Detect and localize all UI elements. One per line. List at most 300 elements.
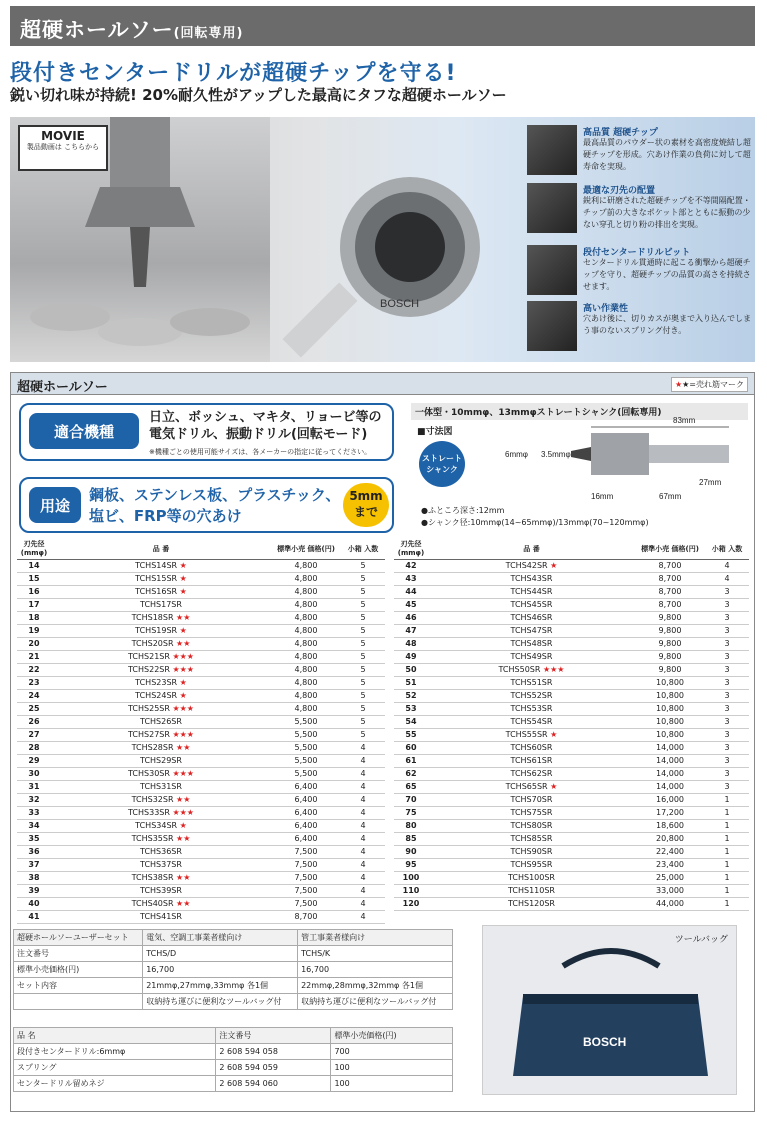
table-row	[17, 833, 385, 846]
table-row	[394, 573, 749, 586]
set-cell: 収納持ち運びに便利なツールバッグ付	[143, 994, 298, 1010]
table-cell: 3	[705, 690, 749, 703]
bestseller-star-icon: ★★★	[169, 665, 194, 674]
table-cell: 8,700	[635, 560, 705, 573]
table-cell: 6,400	[271, 833, 341, 846]
table-row	[394, 560, 749, 573]
table-cell: 34	[17, 820, 51, 833]
table-cell: 4,800	[271, 560, 341, 573]
page-header	[10, 6, 755, 46]
carbide-tip-icon	[527, 125, 577, 175]
tool-bag-icon	[483, 926, 738, 1096]
table-cell: TCHS100SR	[428, 872, 635, 885]
dim-6: 6mmφ	[505, 450, 528, 459]
headline: 段付きセンタードリルが超硬チップを守る!	[10, 61, 457, 86]
spring-icon	[527, 301, 577, 351]
table-cell: 4	[341, 898, 385, 911]
table-cell: TCHS21SR ★★★	[51, 651, 271, 664]
table-cell: 15	[17, 573, 51, 586]
table-cell: 7,500	[271, 859, 341, 872]
table-row	[394, 833, 749, 846]
table-cell: 60	[394, 742, 428, 755]
table-row	[394, 872, 749, 885]
table-row	[17, 573, 385, 586]
table-cell: 3	[705, 651, 749, 664]
movie-caption: 製品動画は こちらから	[26, 143, 100, 151]
table-cell: 4	[705, 573, 749, 586]
thickness-badge	[343, 483, 389, 527]
feature-desc: 鋭利に研磨された超硬チップを不等間隔配置・チップ前の大きなポケット部とともに振動の少ない穿孔と切り粉の排出を実現。	[583, 196, 751, 229]
table-cell: 5	[341, 573, 385, 586]
table-row	[394, 859, 749, 872]
table-cell: 22,400	[635, 846, 705, 859]
table-cell: TCHS14SR ★	[51, 560, 271, 573]
table-cell: TCHS25SR ★★★	[51, 703, 271, 716]
column-header: 刃先径 (mmφ)	[17, 539, 51, 560]
table-cell: TCHS90SR	[428, 846, 635, 859]
table-cell: 6,400	[271, 807, 341, 820]
table-cell: 20	[17, 638, 51, 651]
straight-shank-badge: ストレート シャンク	[419, 441, 465, 487]
table-cell: 1	[705, 846, 749, 859]
parts-header: 注文番号	[216, 1028, 331, 1044]
table-cell: 62	[394, 768, 428, 781]
blade-layout-icon	[527, 183, 577, 233]
spec-table-right	[394, 539, 749, 911]
table-cell: 1	[705, 859, 749, 872]
table-row	[17, 716, 385, 729]
parts-header: 品 名	[14, 1028, 216, 1044]
table-cell: 14,000	[635, 742, 705, 755]
table-cell: 61	[394, 755, 428, 768]
table-row	[394, 885, 749, 898]
dimension-drawing	[411, 403, 748, 531]
table-cell: 33,000	[635, 885, 705, 898]
table-cell: 14,000	[635, 768, 705, 781]
table-cell: 14	[17, 560, 51, 573]
parts-cell: センタードリル留めネジ	[14, 1076, 216, 1092]
table-cell: 3	[705, 625, 749, 638]
table-cell: TCHS39SR	[51, 885, 271, 898]
table-row	[17, 911, 385, 924]
table-cell: 35	[17, 833, 51, 846]
set-header: 管工事業者様向け	[298, 930, 453, 946]
table-row	[394, 599, 749, 612]
table-cell: 53	[394, 703, 428, 716]
table-cell: 5	[341, 716, 385, 729]
bag-caption: ツールバッグ	[674, 935, 728, 945]
table-cell: TCHS40SR ★★	[51, 898, 271, 911]
table-cell: 4,800	[271, 612, 341, 625]
table-cell: 80	[394, 820, 428, 833]
table-row	[17, 755, 385, 768]
table-cell: TCHS110SR	[428, 885, 635, 898]
table-cell: 5	[341, 651, 385, 664]
bestseller-star-icon: ★★★	[169, 730, 194, 739]
table-cell: 55	[394, 729, 428, 742]
table-row	[394, 742, 749, 755]
table-cell: 3	[705, 729, 749, 742]
table-cell: 1	[705, 820, 749, 833]
table-cell: 1	[705, 872, 749, 885]
set-cell: 21mmφ,27mmφ,33mmφ 各1個	[143, 978, 298, 994]
table-cell: 4	[341, 742, 385, 755]
table-cell: 4,800	[271, 625, 341, 638]
table-cell: 7,500	[271, 872, 341, 885]
dim-27: 27mm	[699, 478, 722, 487]
table-cell: 1	[705, 807, 749, 820]
table-cell: 65	[394, 781, 428, 794]
table-cell: 29	[17, 755, 51, 768]
bestseller-star-icon: ★★★	[540, 665, 565, 674]
section-title: 超硬ホールソー	[17, 380, 108, 395]
table-cell: 3	[705, 664, 749, 677]
table-cell: 47	[394, 625, 428, 638]
table-cell: 14,000	[635, 755, 705, 768]
table-row	[17, 586, 385, 599]
table-cell: TCHS45SR	[428, 599, 635, 612]
table-cell: 5	[341, 703, 385, 716]
table-cell: 16,000	[635, 794, 705, 807]
column-header: 小箱 入数	[705, 539, 749, 560]
table-cell: TCHS52SR	[428, 690, 635, 703]
badge-line-1: 5mm	[349, 489, 383, 503]
table-cell: TCHS49SR	[428, 651, 635, 664]
table-cell: TCHS60SR	[428, 742, 635, 755]
column-header: 品 番	[51, 539, 271, 560]
compat-note: ※機種ごとの使用可能サイズは、各メーカーの指定に従ってください。	[149, 448, 372, 456]
page-title: 超硬ホールソー	[20, 18, 174, 42]
table-cell: TCHS33SR ★★★	[51, 807, 271, 820]
dim-sub: ■寸法図	[417, 427, 453, 437]
table-cell: 21	[17, 651, 51, 664]
feature-title: 段付センタードリルビット	[583, 248, 691, 258]
movie-label: MOVIE	[41, 129, 85, 143]
bestseller-star-icon: ★★★	[169, 769, 194, 778]
table-cell: 4	[341, 885, 385, 898]
table-cell: TCHS42SR ★	[428, 560, 635, 573]
table-cell: 4,800	[271, 664, 341, 677]
table-cell: 4,800	[271, 651, 341, 664]
table-cell: TCHS15SR ★	[51, 573, 271, 586]
table-row	[17, 898, 385, 911]
table-cell: 6,400	[271, 794, 341, 807]
table-cell: TCHS61SR	[428, 755, 635, 768]
table-cell: TCHS65SR ★	[428, 781, 635, 794]
table-cell: TCHS26SR	[51, 716, 271, 729]
table-cell: 28	[17, 742, 51, 755]
table-cell: 25,000	[635, 872, 705, 885]
table-cell: 33	[17, 807, 51, 820]
table-cell: 4	[341, 781, 385, 794]
table-cell: 5	[341, 612, 385, 625]
table-cell: TCHS22SR ★★★	[51, 664, 271, 677]
table-cell: 4	[341, 911, 385, 924]
set-cell: 注文番号	[14, 946, 143, 962]
table-cell: 7,500	[271, 885, 341, 898]
table-cell: 4	[705, 560, 749, 573]
table-cell: 41	[17, 911, 51, 924]
table-row	[394, 898, 749, 911]
table-row	[394, 820, 749, 833]
table-cell: 3	[705, 703, 749, 716]
parts-table	[13, 1027, 453, 1092]
table-row	[17, 729, 385, 742]
table-row	[394, 612, 749, 625]
table-cell: 24	[17, 690, 51, 703]
dim-note-1: ●ふところ深さ:12mm	[421, 506, 505, 515]
dim-title: 一体型・10mmφ、13mmφストレートシャンク(回転専用)	[411, 403, 748, 420]
table-cell: 3	[705, 677, 749, 690]
bestseller-star-icon: ★	[547, 782, 558, 791]
table-cell: 120	[394, 898, 428, 911]
table-cell: TCHS23SR ★	[51, 677, 271, 690]
use-text-2: 塩ビ、FRP等の穴あけ	[89, 507, 242, 525]
table-cell: 3	[705, 586, 749, 599]
table-row	[394, 677, 749, 690]
mark-text: ★=売れ筋マーク	[682, 380, 744, 389]
compatible-models	[19, 403, 394, 461]
bestseller-star-icon: ★	[177, 626, 187, 635]
table-cell: 46	[394, 612, 428, 625]
table-row	[17, 885, 385, 898]
table-cell: 4	[341, 872, 385, 885]
parts-cell: 100	[331, 1076, 453, 1092]
table-cell: 7,500	[271, 846, 341, 859]
bestseller-star-icon: ★★	[173, 899, 191, 908]
table-row	[394, 638, 749, 651]
table-cell: TCHS62SR	[428, 768, 635, 781]
table-cell: 8,700	[635, 599, 705, 612]
table-cell: TCHS18SR ★★	[51, 612, 271, 625]
table-cell: 51	[394, 677, 428, 690]
table-cell: 38	[17, 872, 51, 885]
bestseller-mark-legend: ★★=売れ筋マーク	[671, 377, 748, 392]
table-cell: TCHS85SR	[428, 833, 635, 846]
table-row	[17, 599, 385, 612]
table-cell: 3	[705, 781, 749, 794]
table-cell: 25	[17, 703, 51, 716]
parts-cell: 100	[331, 1060, 453, 1076]
badge-line-2: まで	[353, 505, 378, 519]
column-header: 刃先径 (mmφ)	[394, 539, 428, 560]
table-row	[394, 846, 749, 859]
table-cell: 43	[394, 573, 428, 586]
table-row	[17, 859, 385, 872]
use-text	[89, 485, 340, 527]
table-cell: 23,400	[635, 859, 705, 872]
table-cell: TCHS24SR ★	[51, 690, 271, 703]
table-cell: 5,500	[271, 716, 341, 729]
table-cell: 8,700	[271, 911, 341, 924]
product-photo-left	[10, 117, 270, 362]
holesaw-small-icon	[10, 117, 270, 362]
table-cell: 8,700	[635, 573, 705, 586]
table-cell: TCHS44SR	[428, 586, 635, 599]
table-row	[17, 690, 385, 703]
table-cell: 3	[705, 755, 749, 768]
table-row	[394, 664, 749, 677]
table-cell: 1	[705, 885, 749, 898]
table-cell: 17	[17, 599, 51, 612]
set-cell: セット内容	[14, 978, 143, 994]
table-cell: 4,800	[271, 690, 341, 703]
table-cell: 4,800	[271, 599, 341, 612]
table-row	[17, 846, 385, 859]
table-row	[17, 664, 385, 677]
table-cell: 90	[394, 846, 428, 859]
table-cell: 5	[341, 664, 385, 677]
bestseller-star-icon: ★★	[173, 639, 191, 648]
table-row	[17, 872, 385, 885]
table-row	[17, 638, 385, 651]
bestseller-star-icon: ★	[177, 821, 187, 830]
table-cell: TCHS35SR ★★	[51, 833, 271, 846]
table-cell: 26	[17, 716, 51, 729]
table-cell: 17,200	[635, 807, 705, 820]
center-drill-icon	[527, 245, 577, 295]
table-cell: 18	[17, 612, 51, 625]
table-cell: 10,800	[635, 716, 705, 729]
table-cell: 18,600	[635, 820, 705, 833]
table-cell: 5	[341, 586, 385, 599]
table-cell: 40	[17, 898, 51, 911]
table-cell: 3	[705, 638, 749, 651]
table-cell: 85	[394, 833, 428, 846]
table-row	[17, 794, 385, 807]
table-cell: 45	[394, 599, 428, 612]
column-header: 小箱 入数	[341, 539, 385, 560]
table-cell: 32	[17, 794, 51, 807]
set-cell	[14, 994, 143, 1010]
table-cell: TCHS95SR	[428, 859, 635, 872]
table-cell: 7,500	[271, 898, 341, 911]
table-row	[17, 677, 385, 690]
table-row	[17, 820, 385, 833]
feature-panel	[527, 125, 755, 357]
dim-83: 83mm	[673, 416, 696, 425]
table-cell: 5	[341, 560, 385, 573]
set-cell: 収納持ち運びに便利なツールバッグ付	[298, 994, 453, 1010]
table-cell: 20,800	[635, 833, 705, 846]
bestseller-star-icon: ★	[177, 574, 187, 583]
bestseller-star-icon: ★	[177, 691, 187, 700]
table-row	[394, 716, 749, 729]
spec-table-left	[17, 539, 385, 924]
table-cell: 4	[341, 859, 385, 872]
table-cell: 1	[705, 833, 749, 846]
table-cell: 23	[17, 677, 51, 690]
table-cell: 5,500	[271, 742, 341, 755]
table-row	[17, 625, 385, 638]
set-cell: TCHS/K	[298, 946, 453, 962]
table-cell: TCHS36SR	[51, 846, 271, 859]
table-cell: 14,000	[635, 781, 705, 794]
usage-box	[19, 477, 394, 533]
table-cell: 1	[705, 794, 749, 807]
table-cell: TCHS50SR ★★★	[428, 664, 635, 677]
table-cell: TCHS80SR	[428, 820, 635, 833]
table-cell: 4	[341, 768, 385, 781]
table-cell: 5	[341, 729, 385, 742]
table-cell: 5,500	[271, 755, 341, 768]
brand-engraving: BOSCH	[380, 298, 420, 310]
table-cell: 5	[341, 599, 385, 612]
table-row	[17, 703, 385, 716]
table-row	[394, 625, 749, 638]
parts-cell: 段付きセンタードリル:6mmφ	[14, 1044, 216, 1060]
table-cell: 4,800	[271, 573, 341, 586]
table-cell: 95	[394, 859, 428, 872]
table-row	[394, 781, 749, 794]
table-row	[394, 755, 749, 768]
parts-cell: 2 608 594 058	[216, 1044, 331, 1060]
table-cell: 27	[17, 729, 51, 742]
table-row	[17, 742, 385, 755]
table-row	[394, 651, 749, 664]
parts-cell: 2 608 594 060	[216, 1076, 331, 1092]
table-cell: 4,800	[271, 703, 341, 716]
table-row	[394, 794, 749, 807]
feature-title: 最適な刃先の配置	[583, 186, 656, 196]
set-header: 超硬ホールソーユーザーセット	[14, 930, 143, 946]
table-cell: 19	[17, 625, 51, 638]
table-cell: TCHS54SR	[428, 716, 635, 729]
table-cell: 100	[394, 872, 428, 885]
table-row	[17, 560, 385, 573]
table-cell: 48	[394, 638, 428, 651]
dim-note-2: ●シャンク径:10mmφ(14~65mmφ)/13mmφ(70~120mmφ)	[421, 518, 649, 527]
table-cell: 44	[394, 586, 428, 599]
compat-label: 適合機種	[29, 413, 139, 449]
set-header: 電気、空調工事業者様向け	[143, 930, 298, 946]
parts-cell: 700	[331, 1044, 453, 1060]
compat-text-2: 電気ドリル、振動ドリル(回転モード)	[149, 427, 368, 442]
set-cell: 22mmφ,28mmφ,32mmφ 各1個	[298, 978, 453, 994]
bestseller-star-icon: ★	[547, 730, 558, 739]
table-cell: TCHS55SR ★	[428, 729, 635, 742]
table-cell: 6,400	[271, 781, 341, 794]
table-cell: 50	[394, 664, 428, 677]
table-cell: 3	[705, 742, 749, 755]
table-cell: TCHS31SR	[51, 781, 271, 794]
table-row	[17, 612, 385, 625]
table-cell: TCHS43SR	[428, 573, 635, 586]
table-cell: TCHS20SR ★★	[51, 638, 271, 651]
parts-header: 標準小売価格(円)	[331, 1028, 453, 1044]
table-row	[394, 690, 749, 703]
table-row	[394, 807, 749, 820]
bestseller-star-icon: ★★	[173, 873, 191, 882]
subheadline: 鋭い切れ味が持続! 20%耐久性がアップした最高にタフな超硬ホールソー	[10, 86, 507, 104]
feature-desc: センタードリル貫通時に起こる衝撃から超硬チップを守り、超硬チップの品質の高さを持続させます。	[583, 258, 751, 291]
table-cell: TCHS29SR	[51, 755, 271, 768]
table-cell: 22	[17, 664, 51, 677]
table-row	[17, 807, 385, 820]
table-cell: 42	[394, 560, 428, 573]
table-row	[17, 651, 385, 664]
table-row	[394, 768, 749, 781]
table-cell: TCHS70SR	[428, 794, 635, 807]
table-cell: 52	[394, 690, 428, 703]
section-title-bar	[11, 373, 754, 395]
table-cell: 4	[341, 846, 385, 859]
table-cell: 16	[17, 586, 51, 599]
use-label: 用途	[29, 487, 81, 523]
table-cell: 54	[394, 716, 428, 729]
use-text-1: 鋼板、ステンレス板、プラスチック、	[89, 486, 341, 504]
compat-text	[149, 409, 381, 443]
